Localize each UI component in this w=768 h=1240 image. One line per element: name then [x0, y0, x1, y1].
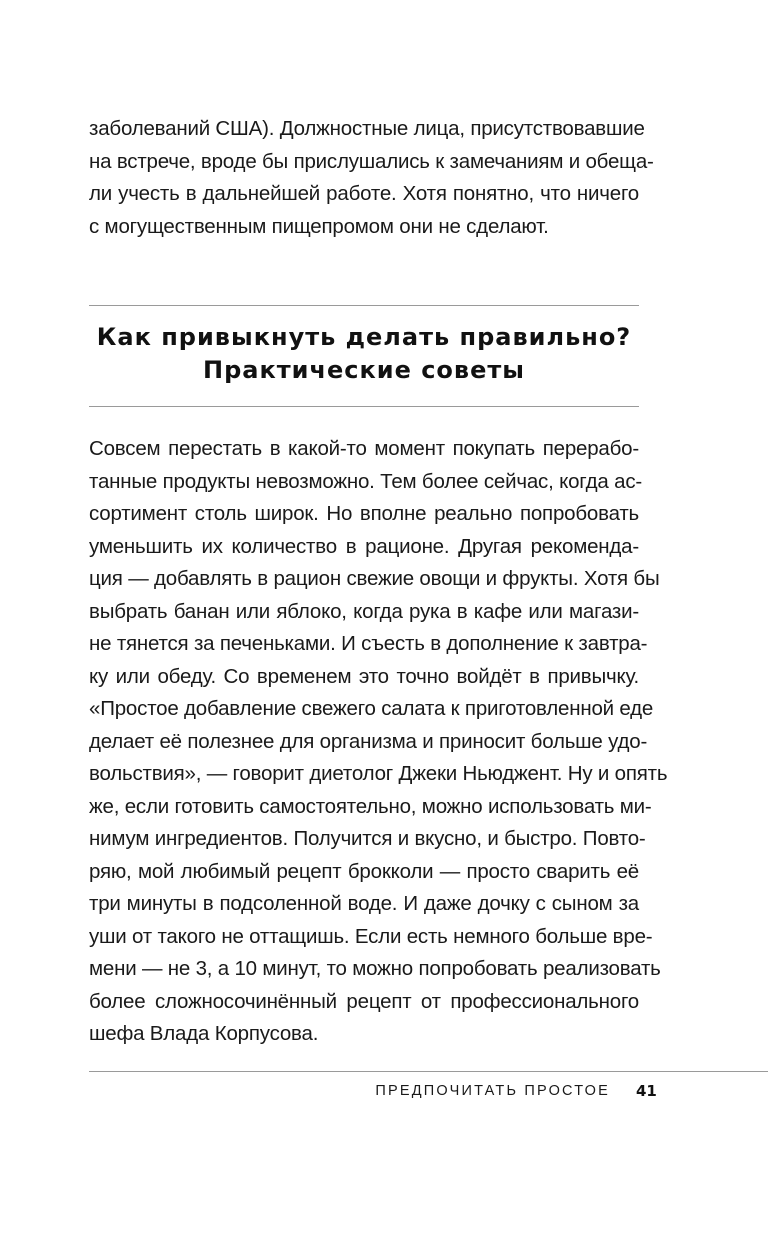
paragraph-line: три минуты в подсоленной воде. И даже дочку с сыном за — [89, 892, 639, 915]
page-number: 41 — [636, 1082, 657, 1100]
paragraph-line: более сложносочинённый рецепт от профессионального — [89, 989, 639, 1013]
paragraph-line: ли учесть в дальнейшей работе. Хотя понятно, что ничего — [89, 182, 639, 205]
paragraph-line: же, если готовить самостоятельно, можно использовать ми- — [89, 794, 652, 818]
paragraph-line: шефа Влада Корпусова. — [89, 1022, 319, 1045]
main-paragraph — [89, 433, 668, 1051]
paragraph-line: делает её полезнее для организма и приносит больше удо- — [89, 729, 648, 753]
footer-rule — [89, 1071, 768, 1072]
heading-bottom-rule — [89, 406, 639, 407]
paragraph-line: с могущественным пищепромом они не сделают. — [89, 214, 549, 238]
paragraph-line: сортимент столь широк. Но вполне реально попробовать — [89, 502, 639, 525]
paragraph-line: не тянется за печеньками. И съесть в дополнение к завтра- — [89, 632, 648, 655]
section-heading — [89, 321, 639, 387]
top-paragraph — [89, 113, 654, 243]
paragraph-line: уменьшить их количество в рационе. Другая рекоменда- — [89, 534, 639, 558]
paragraph-line: «Простое добавление свежего салата к приготовленной еде — [89, 697, 654, 720]
heading-top-rule — [89, 305, 639, 306]
heading-line-1: Как привыкнуть делать правильно? — [96, 323, 632, 351]
paragraph-line: ку или обеду. Со временем это точно войдёт в привычку. — [89, 664, 639, 688]
paragraph-line: танные продукты невозможно. Тем более сейчас, когда ас- — [89, 469, 642, 493]
paragraph-line: ция — добавлять в рацион свежие овощи и фрукты. Хотя бы — [89, 567, 660, 590]
paragraph-line: Совсем перестать в какой-то момент покупать перерабо- — [89, 437, 639, 460]
heading-line-2: Практические советы — [203, 356, 525, 384]
paragraph-line: заболеваний США). Должностные лица, присутствовавшие — [89, 117, 645, 140]
paragraph-line: ряю, мой любимый рецепт брокколи — просто сварить её — [89, 859, 639, 883]
paragraph-line: выбрать банан или яблоко, когда рука в кафе или магази- — [89, 599, 639, 623]
paragraph-line: вольствия», — говорит диетолог Джеки Ньюджент. Ну и опять — [89, 762, 668, 785]
paragraph-line: уши от такого не оттащишь. Если есть немного больше вре- — [89, 924, 653, 948]
paragraph-line: нимум ингредиентов. Получится и вкусно, и быстро. Повто- — [89, 827, 646, 850]
paragraph-line: на встрече, вроде бы прислушались к замечаниям и обеща- — [89, 149, 654, 173]
running-title: ПРЕДПОЧИТАТЬ ПРОСТОЕ — [375, 1083, 610, 1099]
paragraph-line: мени — не 3, а 10 минут, то можно попробовать реализовать — [89, 957, 661, 980]
